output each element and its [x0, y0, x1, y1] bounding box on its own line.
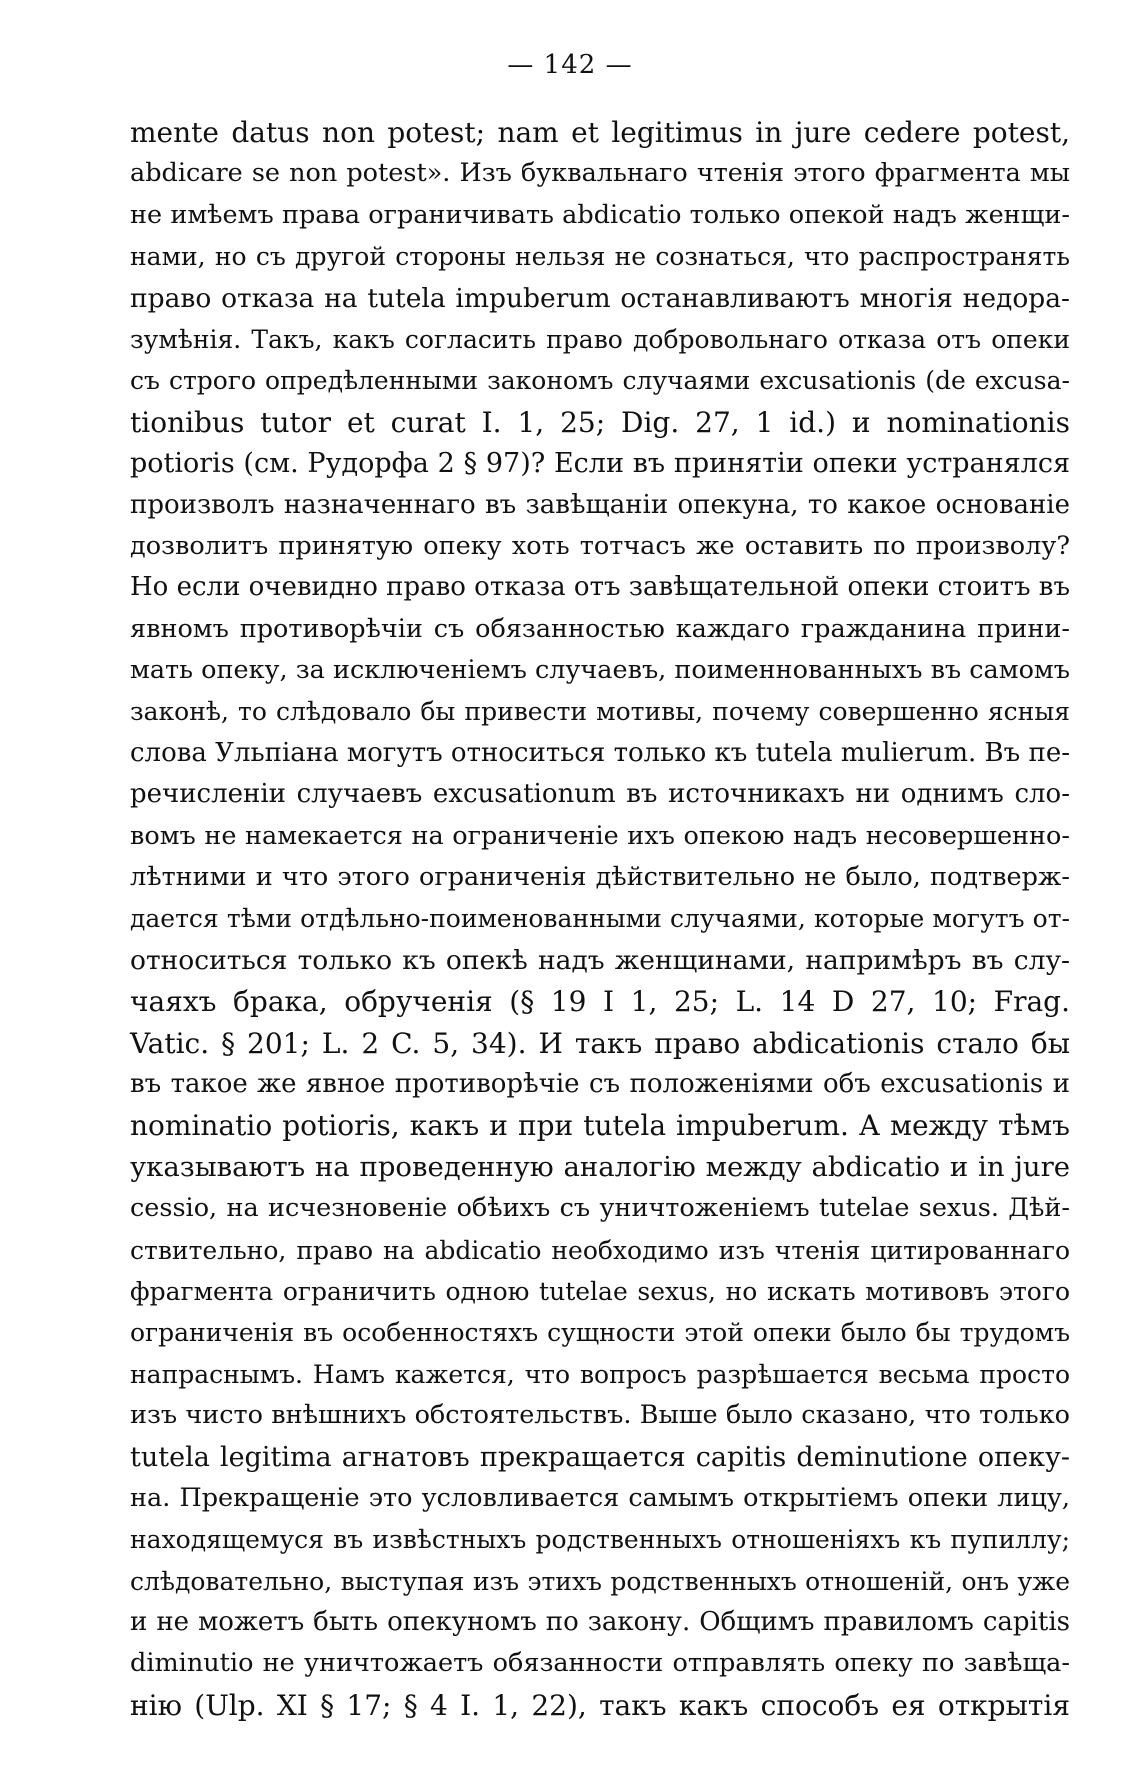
- text-line: nominatio potioris, какъ и при tutela impuberum. А между тѣмъ: [130, 1109, 1070, 1143]
- body-text: [130, 112, 1070, 1726]
- text-line: фрагмента ограничить одною tutelae sexus, но искать мотивовъ этого: [130, 1276, 1070, 1306]
- text-line: на. Прекращеніе это условливается самымъ открытіемъ опеки лицу,: [130, 1482, 1070, 1513]
- text-line: чаяхъ брака, обрученія (§ 19 I 1, 25; L. 14 D 27, 10; Frag.: [130, 985, 1070, 1019]
- text-line: законѣ, то слѣдовало бы привести мотивы, почему совершенно ясныя: [130, 697, 1070, 727]
- text-line: мать опеку, за исключеніемъ случаевъ, поименнованныхъ въ самомъ: [130, 655, 1070, 686]
- text-line: напраснымъ. Намъ кажется, что вопросъ разрѣшается весьма просто: [130, 1359, 1070, 1389]
- text-line: mente datus non potest; nam et legitimus in jure cedere potest,: [130, 116, 1070, 149]
- text-line: явномъ противорѣчіи съ обязанностью каждаго гражданина прини-: [130, 613, 1070, 644]
- text-line: произволъ назначеннаго въ завѣщаніи опекуна, то какое основаніе: [130, 489, 1070, 520]
- text-line: tionibus tutor et curat I. 1, 25; Dig. 27, 1 id.) и nominationis: [130, 405, 1070, 439]
- text-line: нію (Ulp. XI § 17; § 4 I. 1, 22), такъ какъ способъ ея открытія: [130, 1688, 1070, 1722]
- text-line: дозволитъ принятую опеку хоть тотчасъ же оставить по произволу?: [130, 530, 1070, 561]
- text-line: речисленіи случаевъ excusationum въ источникахъ ни однимъ сло-: [130, 779, 1070, 810]
- page-number: — 142 —: [507, 50, 633, 80]
- text-line: нами, но съ другой стороны нельзя не сознаться, что распространять: [130, 242, 1070, 272]
- text-line: въ такое же явное противорѣчіе съ положеніями объ excusationis и: [130, 1068, 1070, 1099]
- text-line: Vatic. § 201; L. 2 C. 5, 34). И такъ право abdicationis стало бы: [130, 1026, 1070, 1060]
- text-line: слова Ульпіана могутъ относиться только къ tutela mulierum. Въ пе-: [130, 737, 1070, 768]
- text-line: относиться только къ опекѣ надъ женщинами, напримѣръ въ слу-: [130, 944, 1070, 976]
- text-line: diminutio не уничтожаетъ обязанности отправлять опеку по завѣща-: [130, 1648, 1070, 1679]
- text-line: Но если очевидно право отказа отъ завѣщательной опеки стоитъ въ: [130, 572, 1070, 603]
- text-line: съ строго опредѣленными закономъ случаями excusationis (de excusa-: [130, 366, 1070, 396]
- text-line: право отказа на tutela impuberum останавливаютъ многія недора-: [130, 282, 1070, 314]
- text-line: вомъ не намекается на ограниченіе ихъ опекою надъ несовершенно-: [130, 820, 1070, 851]
- text-line: tutela legitima агнатовъ прекращается capitis deminutione опеку-: [130, 1441, 1070, 1473]
- text-line: лѣтними и что этого ограниченія дѣйствительно не было, подтверж-: [130, 862, 1070, 893]
- text-line: abdicare se non potest». Изъ буквальнаго чтенія этого фрагмента мы: [130, 158, 1070, 189]
- text-line: potioris (см. Рудорфа 2 § 97)? Если въ принятіи опеки устранялся: [130, 448, 1070, 480]
- text-line: дается тѣми отдѣльно-поименованными случаями, которые могутъ от-: [130, 904, 1070, 934]
- text-line: ограниченія въ особенностяхъ сущности этой опеки было бы трудомъ: [130, 1318, 1070, 1348]
- text-line: и не можетъ быть опекуномъ по закону. Общимъ правиломъ capitis: [130, 1607, 1070, 1638]
- text-line: cessio, на исчезновеніе обѣихъ съ уничтоженіемъ tutelae sexus. Дѣй-: [130, 1193, 1070, 1224]
- text-line: не имѣемъ права ограничивать abdicatio только опекой надъ женщи-: [130, 199, 1070, 230]
- text-line: изъ чисто внѣшнихъ обстоятельствъ. Выше было сказано, что только: [130, 1400, 1070, 1431]
- text-line: указываютъ на проведенную аналогію между abdicatio и in jure: [130, 1150, 1070, 1183]
- text-line: зумѣнія. Такъ, какъ согласить право добровольнаго отказа отъ опеки: [130, 324, 1070, 354]
- text-line: находящемуся въ извѣстныхъ родственныхъ отношеніяхъ къ пупиллу;: [130, 1525, 1070, 1555]
- text-line: слѣдовательно, выступая изъ этихъ родственныхъ отношеній, онъ уже: [130, 1566, 1070, 1596]
- text-line: ствительно, право на abdicatio необходимо изъ чтенія цитированнаго: [130, 1235, 1070, 1265]
